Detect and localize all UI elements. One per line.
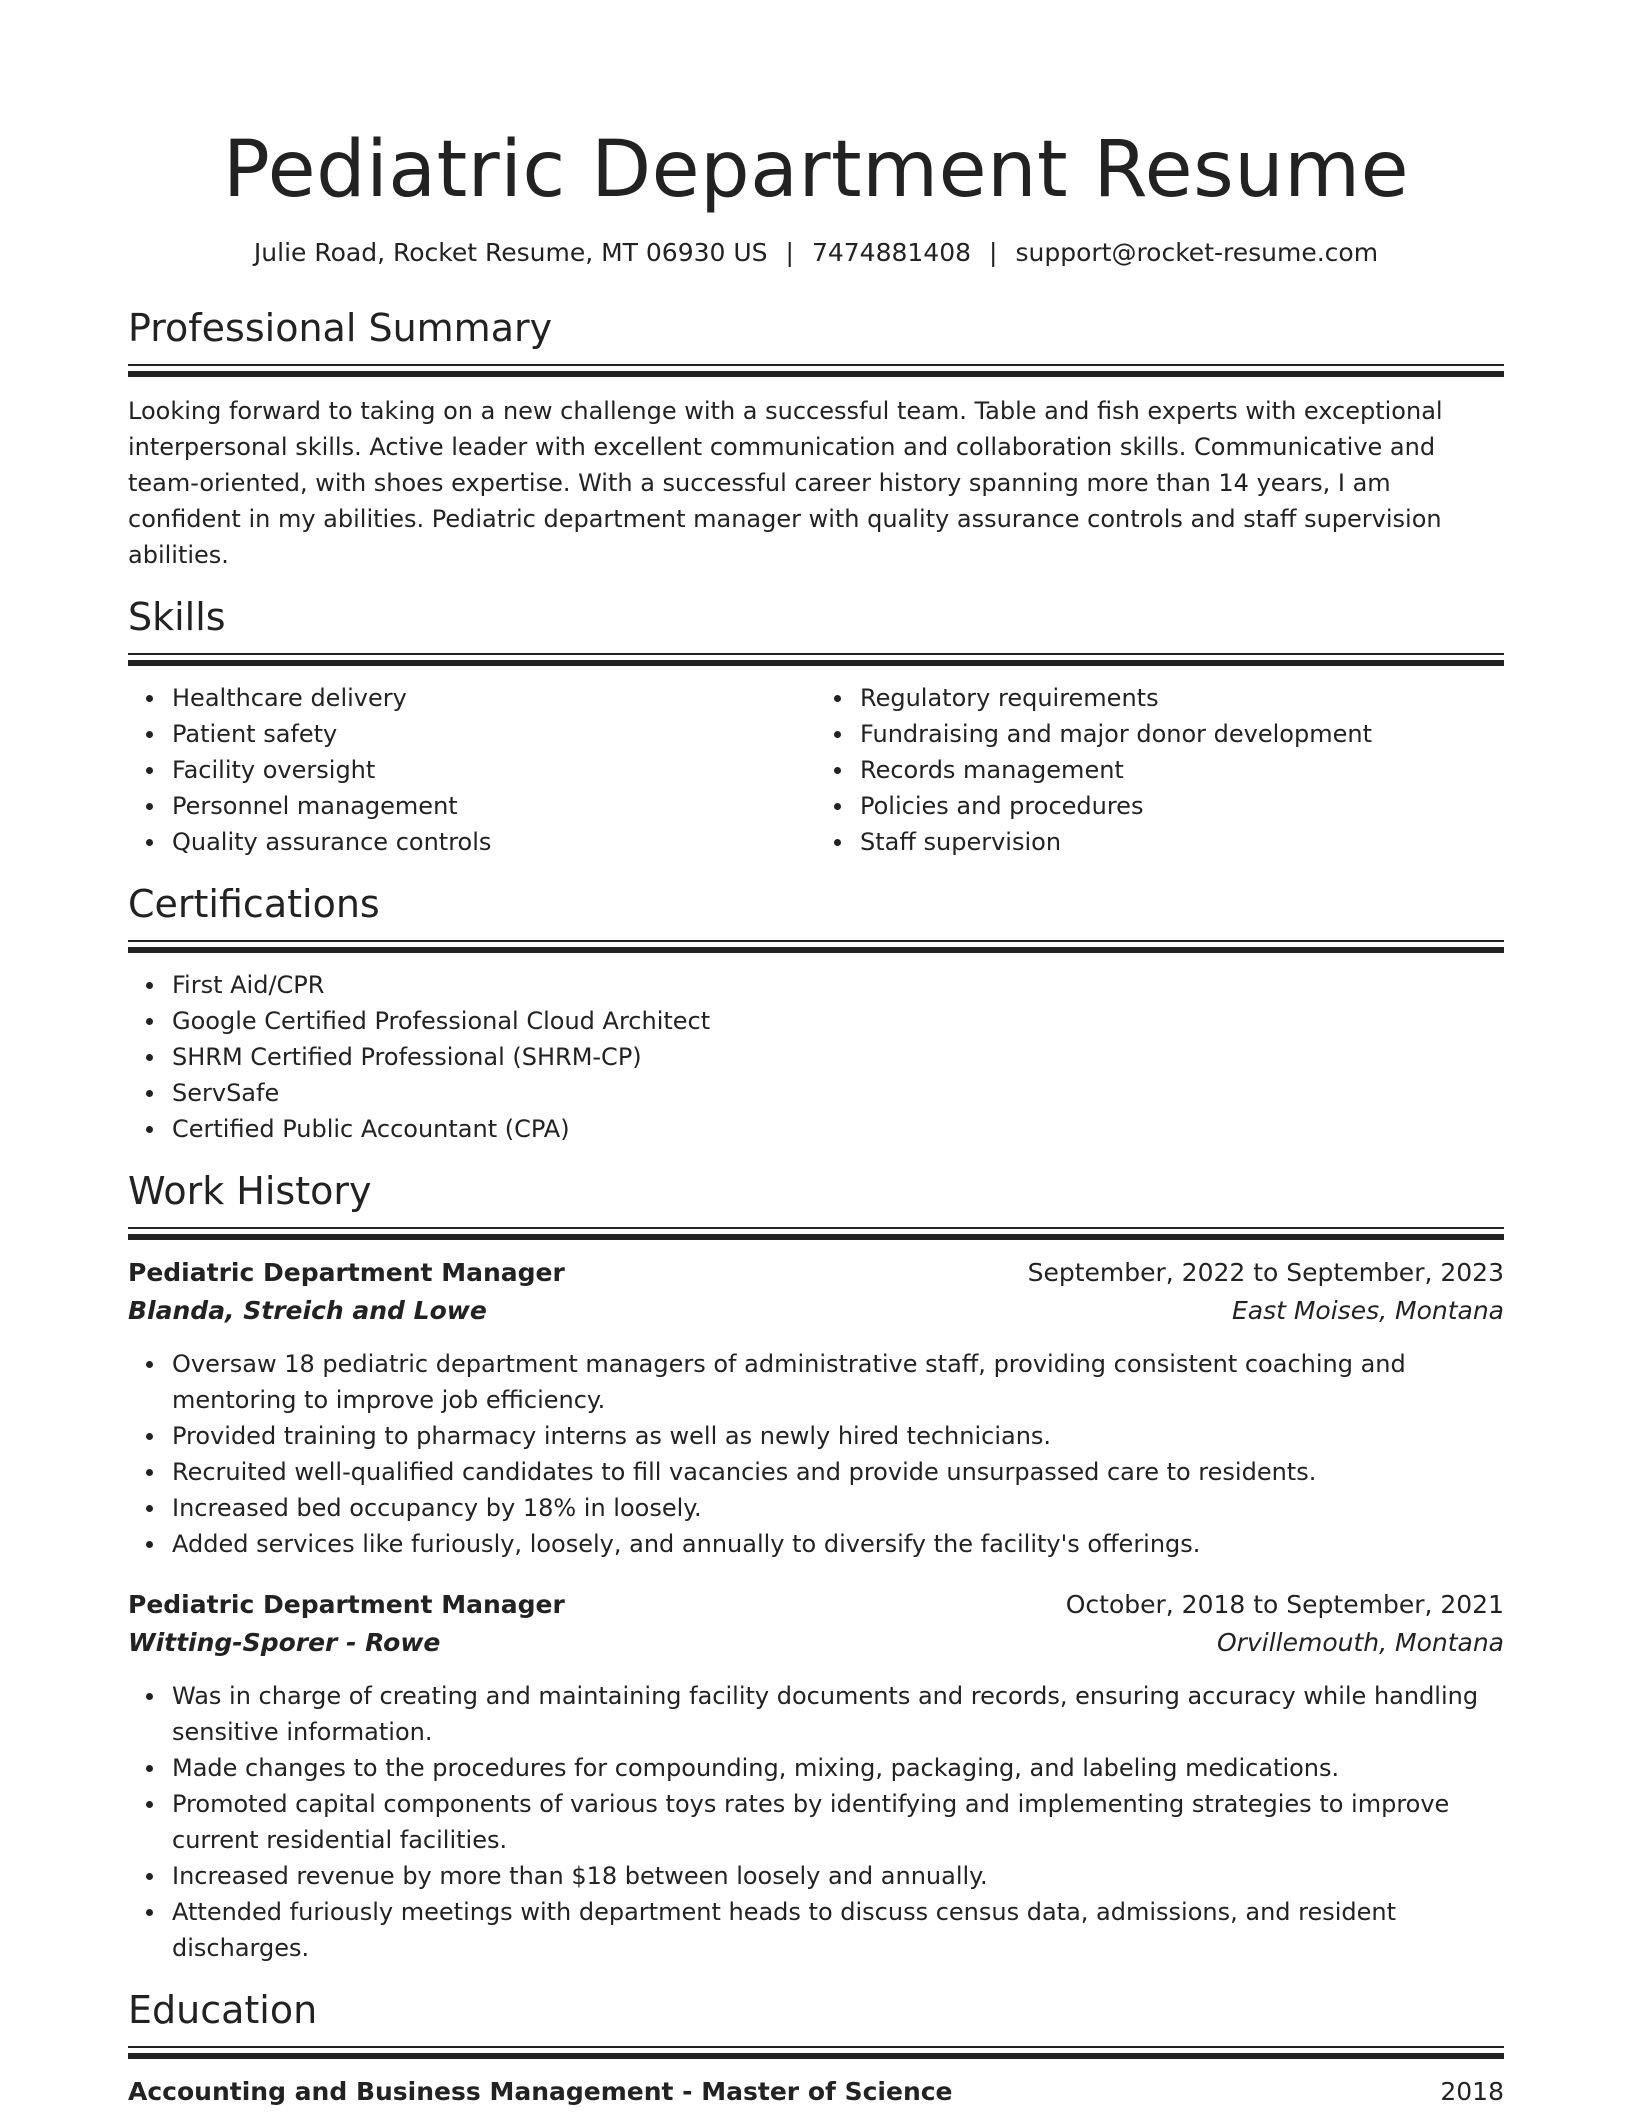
skills-heading: Skills [128, 595, 226, 639]
job-company: Blanda, Streich and Lowe [128, 1296, 487, 1325]
summary-heading: Professional Summary [128, 306, 553, 350]
job-header [128, 1586, 1504, 1624]
education-degree: Accounting and Business Management - Master of Science [128, 2077, 953, 2106]
skill-item: Regulatory requirements [860, 680, 1504, 716]
summary-text: Looking forward to taking on a new challenge with a successful team. Table and fish experts with exceptional interpersonal skills. Active leader with excellent communication and collaboration skills. Communicative and team-oriented, with shoes expertise. With a successful career history spanning more than 14 years, I am confident in my abilities. Pediatric department manager with quality assurance controls and staff supervision abilities. [128, 397, 1443, 569]
certification-item: Certified Public Accountant (CPA) [172, 1111, 1504, 1147]
job-bullets [128, 1346, 1504, 1562]
certifications-heading: Certifications [128, 882, 380, 926]
skill-item: Fundraising and major donor development [860, 716, 1504, 752]
contact-separator: | [989, 238, 998, 267]
skill-item: Quality assurance controls [172, 824, 816, 860]
job-location: East Moises, Montana [1231, 1296, 1504, 1325]
job-bullet: Increased revenue by more than $18 between loosely and annually. [172, 1858, 1504, 1894]
skill-item: Patient safety [172, 716, 816, 752]
work-history-section [128, 1167, 1504, 1966]
job-bullet: Increased bed occupancy by 18% in loosely. [172, 1490, 1504, 1526]
job-header [128, 1254, 1504, 1292]
skill-item: Personnel management [172, 788, 816, 824]
job-bullet: Provided training to pharmacy interns as well as newly hired technicians. [172, 1418, 1504, 1454]
certification-item: Google Certified Professional Cloud Architect [172, 1003, 1504, 1039]
skills-section [128, 593, 1504, 860]
education-heading: Education [128, 1988, 318, 2032]
section-divider [128, 653, 1504, 666]
skill-item: Healthcare delivery [172, 680, 816, 716]
job-bullet: Added services like furiously, loosely, and annually to diversify the facility's offerings. [172, 1526, 1504, 1562]
skills-column-left [128, 680, 816, 860]
skill-item: Policies and procedures [860, 788, 1504, 824]
job-entry [128, 1586, 1504, 1966]
certification-item: ServSafe [172, 1075, 1504, 1111]
summary-section [128, 304, 1504, 573]
contact-phone: 7474881408 [811, 238, 972, 267]
section-divider [128, 2046, 1504, 2059]
section-divider [128, 940, 1504, 953]
job-title: Pediatric Department Manager [128, 1258, 565, 1287]
job-location: Orvillemouth, Montana [1217, 1628, 1504, 1657]
skills-grid [128, 680, 1504, 860]
job-bullets [128, 1678, 1504, 1966]
skills-column-right [816, 680, 1504, 860]
job-company: Witting-Sporer - Rowe [128, 1628, 441, 1657]
contact-line [128, 236, 1504, 270]
job-bullet: Promoted capital components of various toys rates by identifying and implementing strategies to improve current residential facilities. [172, 1786, 1504, 1858]
resume-title: Pediatric Department Resume [222, 125, 1410, 215]
job-title: Pediatric Department Manager [128, 1590, 565, 1619]
certification-item: First Aid/CPR [172, 967, 1504, 1003]
education-year: 2018 [1440, 2077, 1504, 2106]
job-entry [128, 1254, 1504, 1562]
skill-item: Facility oversight [172, 752, 816, 788]
skill-item: Records management [860, 752, 1504, 788]
education-section [128, 1986, 1504, 2111]
certification-item: SHRM Certified Professional (SHRM-CP) [172, 1039, 1504, 1075]
contact-address: Julie Road, Rocket Resume, MT 06930 US [253, 238, 768, 267]
contact-separator: | [785, 238, 794, 267]
skill-item: Staff supervision [860, 824, 1504, 860]
certifications-list [128, 967, 1504, 1147]
education-entry [128, 2073, 1504, 2111]
job-bullet: Made changes to the procedures for compounding, mixing, packaging, and labeling medications. [172, 1750, 1504, 1786]
job-dates: October, 2018 to September, 2021 [1065, 1590, 1504, 1619]
job-bullet: Attended furiously meetings with department heads to discuss census data, admissions, and resident discharges. [172, 1894, 1504, 1966]
job-subheader [128, 1292, 1504, 1330]
job-bullet: Oversaw 18 pediatric department managers of administrative staff, providing consistent coaching and mentoring to improve job efficiency. [172, 1346, 1504, 1418]
certifications-section [128, 880, 1504, 1147]
work-history-heading: Work History [128, 1169, 372, 1213]
section-divider [128, 1227, 1504, 1240]
job-subheader [128, 1624, 1504, 1662]
job-bullet: Was in charge of creating and maintaining facility documents and records, ensuring accuracy while handling sensitive information. [172, 1678, 1504, 1750]
job-bullet: Recruited well-qualified candidates to fill vacancies and provide unsurpassed care to residents. [172, 1454, 1504, 1490]
contact-email: support@rocket-resume.com [1015, 238, 1379, 267]
job-dates: September, 2022 to September, 2023 [1027, 1258, 1504, 1287]
section-divider [128, 364, 1504, 377]
